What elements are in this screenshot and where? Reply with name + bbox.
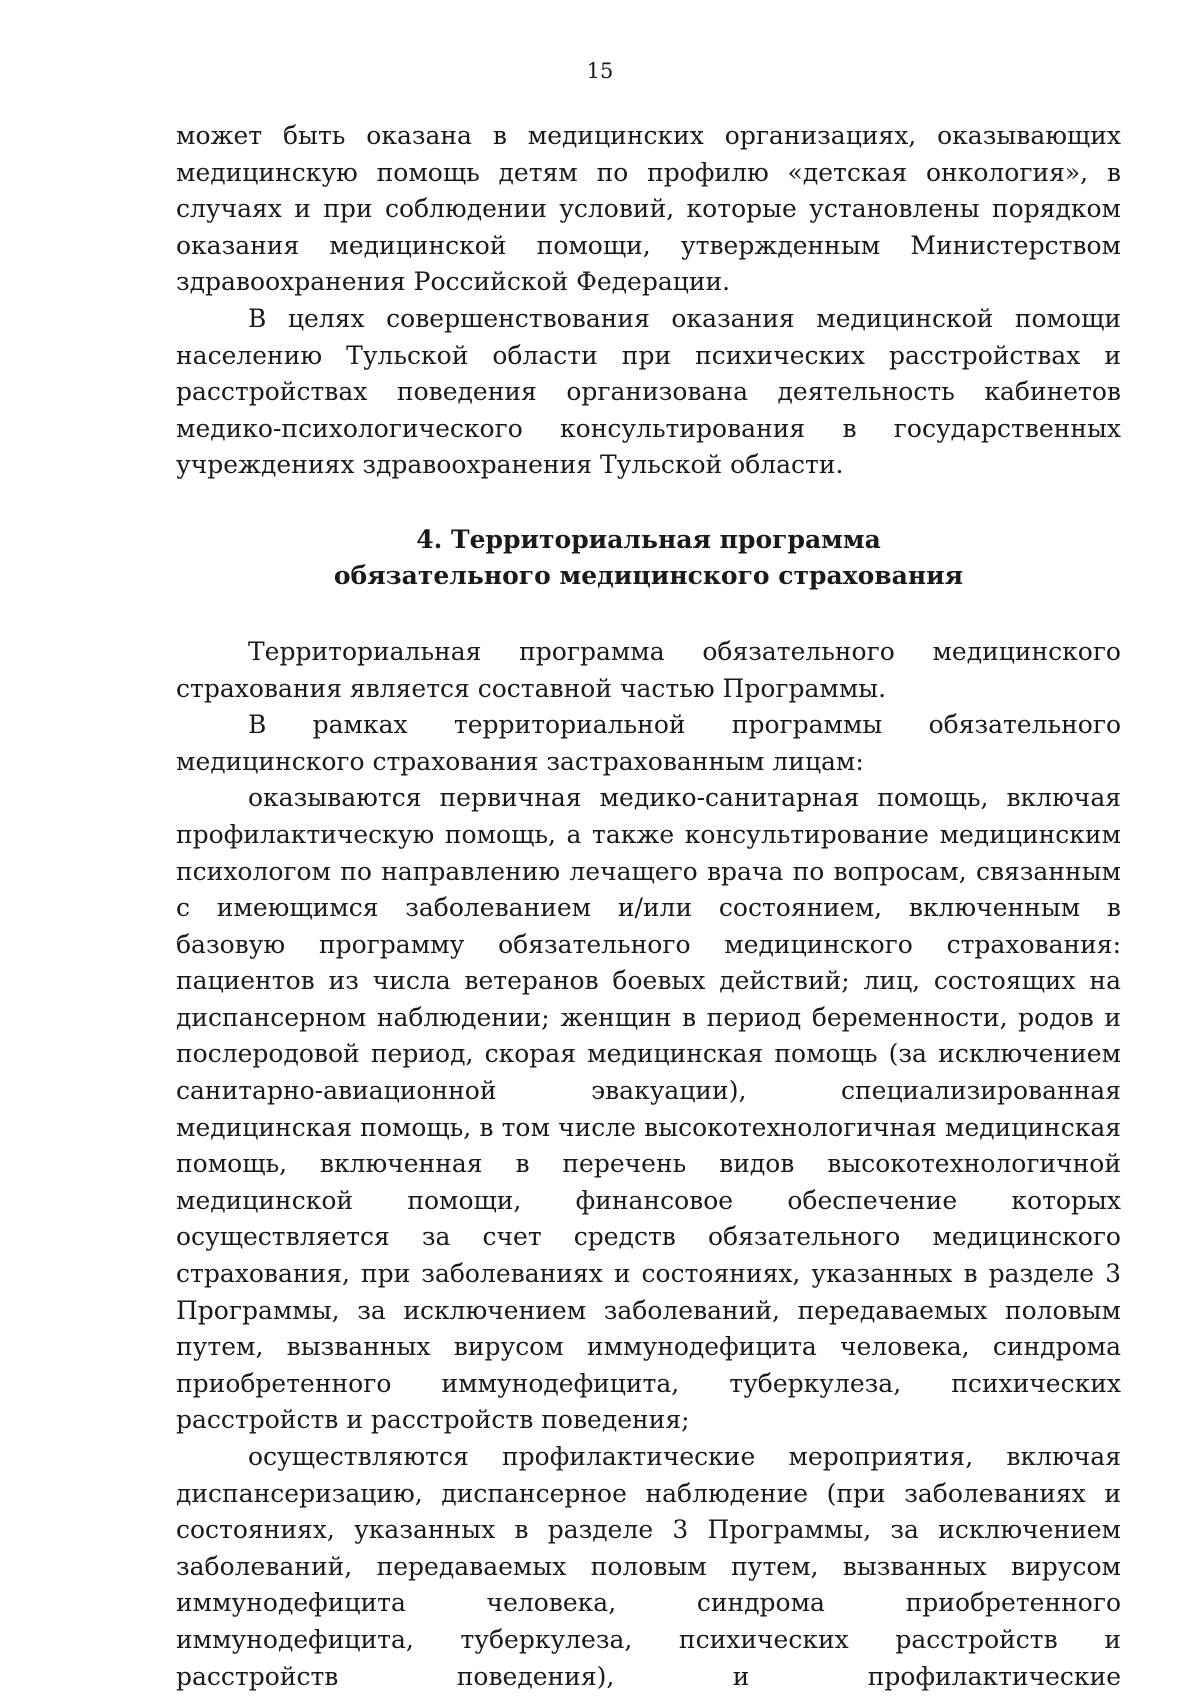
section-heading — [176, 522, 1121, 594]
paragraph-preventive-measures: осуществляются профилактические мероприятия, включая диспансеризацию, диспансерное наблюдение (при заболеваниях и состояниях, указанных в разделе 3 Программы, за исключением заболеваний, передаваемых половым путем, вызванных вирусом иммунодефицита человека, синдрома приобретенного иммунодефицита, туберкулеза, психических расстройств и расстройств поведения), и профилактические — [176, 1442, 1121, 1691]
paragraph-medical-care-provided: оказываются первичная медико-санитарная помощь, включая профилактическую помощь, а также консультирование медицинским психологом по направлению лечащего врача по вопросам, связанным с имеющимся заболеванием и/или состоянием, включенным в базовую программу обязательного медицинского страхования: пациентов из числа ветеранов боевых действий; лиц, состоящих на диспансерном наблюдении; женщин в период беременности, родов и послеродовой период, скорая медицинская помощь (за исключением санитарно-авиационной эвакуации), специализированная медицинская помощь, в том числе высокотехнологичная медицинская помощь, включенная в перечень видов высокотехнологичной медицинской помощи, финансовое обеспечение которых осуществляется за счет средств обязательного медицинского страхования, при заболеваниях и состояниях, указанных в разделе 3 Программы, за исключением заболеваний, передаваемых половым путем, вызванных вирусом иммунодефицита человека, синдрома приобретенного иммунодефицита, туберкулеза, психических расстройств и расстройств поведения; — [176, 783, 1121, 1435]
paragraph-program-part: Территориальная программа обязательного медицинского страхования является составной частью Программы. — [176, 636, 1121, 703]
section-heading-line-2: обязательного медицинского страхования — [333, 560, 964, 590]
section-heading-line-1: 4. Территориальная программа — [416, 524, 881, 554]
paragraph-continuation: может быть оказана в медицинских организациях, оказывающих медицинскую помощь детям по профилю «детская онкология», в случаях и при соблюдении условий, которые установлены порядком оказания медицинской помощи, утвержденным Министерством здравоохранения Российской Федерации. — [176, 121, 1121, 297]
paragraph-psychological-counseling: В целях совершенствования оказания медицинской помощи населению Тульской области при психических расстройствах и расстройствах поведения организована деятельность кабинетов медико-психологического консультирования в государственных учреждениях здравоохранения Тульской области. — [176, 303, 1121, 480]
page-number: 15 — [586, 59, 614, 83]
paragraph-insured-persons: В рамках территориальной программы обязательного медицинского страхования застрахованным лицам: — [176, 710, 1121, 776]
document-body — [176, 118, 1121, 1695]
